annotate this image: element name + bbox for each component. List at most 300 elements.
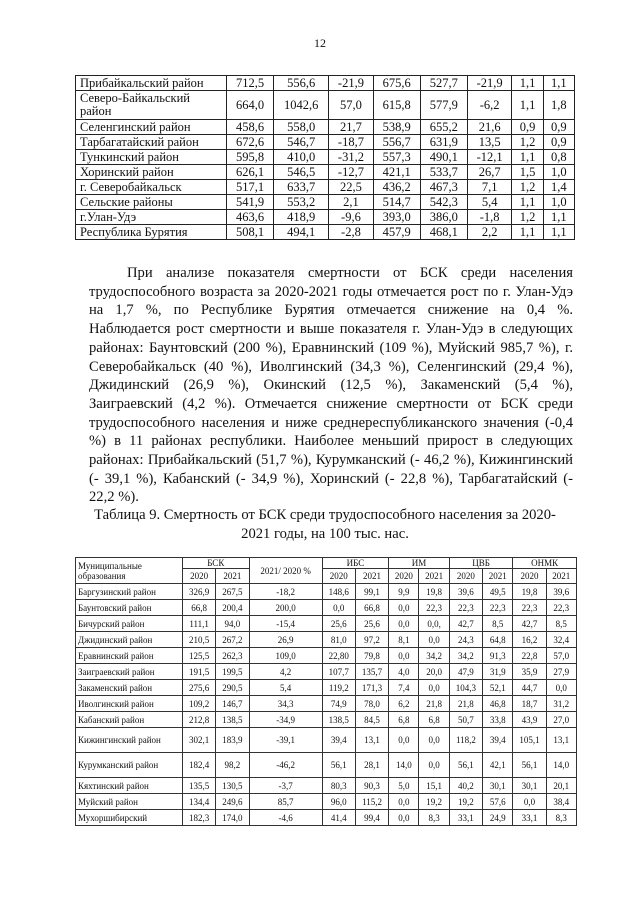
cell-value: 25,6 — [355, 616, 388, 632]
cell-value: 56,1 — [449, 753, 482, 778]
header-year-2021: 2021 — [546, 569, 576, 584]
row-label: Тарбагатайский район — [76, 135, 227, 150]
cell-value: 421,1 — [373, 165, 420, 180]
cell-value: 8,5 — [483, 616, 513, 632]
table-row — [76, 600, 577, 616]
cell-value: -21,9 — [467, 76, 511, 91]
cell-value: 94,0 — [216, 616, 249, 632]
cell-value: 18,7 — [513, 696, 546, 712]
table-row — [76, 165, 575, 180]
cell-value: 2,2 — [467, 225, 511, 240]
cell-value: 21,8 — [419, 696, 449, 712]
row-label: Хоринский район — [76, 165, 227, 180]
cell-value: 463,6 — [227, 210, 274, 225]
cell-value: 1,1 — [543, 225, 574, 240]
cell-value: -12,1 — [467, 150, 511, 165]
cell-value: 386,0 — [420, 210, 467, 225]
cell-value: 0,0 — [419, 632, 449, 648]
cell-value: 0,0 — [419, 753, 449, 778]
cell-value: 20,0 — [419, 664, 449, 680]
cell-value: 49,5 — [483, 584, 513, 600]
cell-value: 615,8 — [373, 91, 420, 120]
cell-value: -12,7 — [329, 165, 373, 180]
cell-value: 74,9 — [322, 696, 355, 712]
cell-value: 56,1 — [322, 753, 355, 778]
cell-value: 556,6 — [274, 76, 329, 91]
cell-value: 19,2 — [419, 794, 449, 810]
cell-value: -18,2 — [249, 584, 322, 600]
cell-value: 508,1 — [227, 225, 274, 240]
row-label: Баунтовский район — [76, 600, 183, 616]
cell-value: 22,3 — [513, 600, 546, 616]
cell-value: 22,5 — [329, 180, 373, 195]
table-row — [76, 696, 577, 712]
cell-value: 326,9 — [183, 584, 216, 600]
cell-value: 14,0 — [546, 753, 576, 778]
cell-value: 21,6 — [467, 120, 511, 135]
cell-value: 107,7 — [322, 664, 355, 680]
cell-value: 109,0 — [249, 648, 322, 664]
header-year-2020: 2020 — [389, 569, 419, 584]
cell-value: 13,5 — [467, 135, 511, 150]
cell-value: 16,2 — [513, 632, 546, 648]
cell-value: 15,1 — [419, 778, 449, 794]
cell-value: 104,3 — [449, 680, 482, 696]
cell-value: 0,0 — [513, 794, 546, 810]
cell-value: 4,0 — [389, 664, 419, 680]
cell-value: 1,0 — [543, 165, 574, 180]
cell-value: 24,9 — [483, 810, 513, 826]
cell-value: 494,1 — [274, 225, 329, 240]
cell-value: 31,2 — [546, 696, 576, 712]
cell-value: 0,0 — [389, 648, 419, 664]
header-year-2020: 2020 — [513, 569, 546, 584]
header-year-2020: 2020 — [183, 569, 216, 584]
cell-value: 115,2 — [355, 794, 388, 810]
header-year-2021: 2021 — [355, 569, 388, 584]
cell-value: 25,6 — [322, 616, 355, 632]
cell-value: 148,6 — [322, 584, 355, 600]
cell-value: 1,1 — [543, 76, 574, 91]
cell-value: 22,8 — [513, 648, 546, 664]
row-label: г.Улан-Удэ — [76, 210, 227, 225]
cell-value: 41,4 — [322, 810, 355, 826]
row-label: Прибайкальский район — [76, 76, 227, 91]
cell-value: 85,7 — [249, 794, 322, 810]
cell-value: 66,8 — [355, 600, 388, 616]
working-age-mortality-table — [75, 557, 577, 826]
cell-value: 9,9 — [389, 584, 419, 600]
table-row — [76, 210, 575, 225]
cell-value: 1,4 — [543, 180, 574, 195]
cell-value: 1,2 — [512, 210, 543, 225]
row-label: Закаменский район — [76, 680, 183, 696]
cell-value: 0,0 — [389, 810, 419, 826]
cell-value: 8,5 — [546, 616, 576, 632]
cell-value: 134,4 — [183, 794, 216, 810]
cell-value: 633,7 — [274, 180, 329, 195]
cell-value: 514,7 — [373, 195, 420, 210]
cell-value: 468,1 — [420, 225, 467, 240]
cell-value: 1,1 — [512, 76, 543, 91]
cell-value: 556,7 — [373, 135, 420, 150]
cell-value: 174,0 — [216, 810, 249, 826]
cell-value: 0,0 — [546, 680, 576, 696]
cell-value: 40,2 — [449, 778, 482, 794]
cell-value: 546,7 — [274, 135, 329, 150]
cell-value: 130,5 — [216, 778, 249, 794]
table-row — [76, 135, 575, 150]
cell-value: 8,1 — [389, 632, 419, 648]
header-im: ИМ — [389, 558, 450, 569]
cell-value: 26,7 — [467, 165, 511, 180]
paragraph-text: При анализе показателя смертности от БСК среди населения трудоспособного возраста за 2020-2021 годы отмечается рост по г. Улан-Удэ на 1,7 %, по Республике Бурятия отмечается снижение на 0,4 %. Наблюдается рост смертности и выше показателя г. Улан-Удэ в следующих районах: Баунтовский (200 %), Еравнинский (109 %), Муйский 985,7 %), г. Северобайкальск (40 %), Иволгинский (34,3 %), Селенгинский (29,4 %), Джидинский (26,9 %), Окинский (12,5 %), Закаменский (5,4 %), Заиграевский (4,2 %). Отмечается снижение смертности от БСК среди трудоспособного населения и ниже среднереспубликанского значения (-0,4 %) в 11 районах республики. Наиболее меньший прирост в следующих районах: Прибайкальский (51,7 %), Курумканский (- 46,2 %), Кижингинский (- 39,1 %), Кабанский (- 34,9 %), Хоринский (- 22,8 %), Тарбагатайский (- 22,2 %). — [89, 265, 573, 506]
header-year-2021: 2021 — [216, 569, 249, 584]
cell-value: 2,1 — [329, 195, 373, 210]
cell-value: 191,5 — [183, 664, 216, 680]
cell-value: 98,2 — [216, 753, 249, 778]
cell-value: 118,2 — [449, 728, 482, 753]
table-row — [76, 753, 577, 778]
cell-value: 21,7 — [329, 120, 373, 135]
cell-value: -18,7 — [329, 135, 373, 150]
cell-value: 1,0 — [543, 195, 574, 210]
cell-value: 135,7 — [355, 664, 388, 680]
table-row — [76, 794, 577, 810]
cell-value: 1,5 — [512, 165, 543, 180]
table-row — [76, 225, 575, 240]
cell-value: -9,6 — [329, 210, 373, 225]
cell-value: 1,1 — [512, 195, 543, 210]
row-label: Северо-Байкальский район — [76, 91, 227, 120]
row-label: Кижингинский район — [76, 728, 183, 753]
cell-value: 557,3 — [373, 150, 420, 165]
cell-value: 0,0 — [389, 616, 419, 632]
table-row — [76, 648, 577, 664]
cell-value: 34,3 — [249, 696, 322, 712]
cell-value: 212,8 — [183, 712, 216, 728]
header-year-2020: 2020 — [322, 569, 355, 584]
cell-value: 467,3 — [420, 180, 467, 195]
cell-value: 56,1 — [513, 753, 546, 778]
cell-value: 5,4 — [467, 195, 511, 210]
cell-value: 655,2 — [420, 120, 467, 135]
cell-value: 43,9 — [513, 712, 546, 728]
row-label: Иволгинский район — [76, 696, 183, 712]
cell-value: 91,3 — [483, 648, 513, 664]
cell-value: 138,5 — [322, 712, 355, 728]
header-year-2020: 2020 — [449, 569, 482, 584]
table-row — [76, 810, 577, 826]
cell-value: 19,8 — [513, 584, 546, 600]
cell-value: 262,3 — [216, 648, 249, 664]
table-row — [76, 712, 577, 728]
cell-value: 0,0 — [389, 600, 419, 616]
cell-value: -15,4 — [249, 616, 322, 632]
cell-value: -6,2 — [467, 91, 511, 120]
row-label: Муйский район — [76, 794, 183, 810]
cell-value: 96,0 — [322, 794, 355, 810]
cell-value: 27,0 — [546, 712, 576, 728]
cell-value: 5,0 — [389, 778, 419, 794]
cell-value: 182,3 — [183, 810, 216, 826]
cell-value: 39,4 — [322, 728, 355, 753]
cell-value: 6,8 — [389, 712, 419, 728]
cell-value: 533,7 — [420, 165, 467, 180]
cell-value: 30,1 — [513, 778, 546, 794]
cell-value: 27,9 — [546, 664, 576, 680]
cell-value: 57,0 — [546, 648, 576, 664]
cell-value: 0,0, — [419, 616, 449, 632]
cell-value: 81,0 — [322, 632, 355, 648]
cell-value: 19,8 — [419, 584, 449, 600]
cell-value: 99,1 — [355, 584, 388, 600]
cell-value: 1,1 — [512, 150, 543, 165]
cell-value: 50,7 — [449, 712, 482, 728]
cell-value: -39,1 — [249, 728, 322, 753]
table-row — [76, 195, 575, 210]
cell-value: -21,9 — [329, 76, 373, 91]
cell-value: 267,2 — [216, 632, 249, 648]
cell-value: 4,2 — [249, 664, 322, 680]
cell-value: -34,9 — [249, 712, 322, 728]
cell-value: 47,9 — [449, 664, 482, 680]
header-bsk: БСК — [183, 558, 250, 569]
cell-value: 558,0 — [274, 120, 329, 135]
cell-value: 22,3 — [449, 600, 482, 616]
cell-value: 290,5 — [216, 680, 249, 696]
cell-value: 267,5 — [216, 584, 249, 600]
row-label: Тункинский район — [76, 150, 227, 165]
cell-value: 0,8 — [543, 150, 574, 165]
cell-value: 200,0 — [249, 600, 322, 616]
header-year-2021: 2021 — [483, 569, 513, 584]
cell-value: 538,9 — [373, 120, 420, 135]
table-row — [76, 120, 575, 135]
cell-value: 664,0 — [227, 91, 274, 120]
row-label: Баргузинский район — [76, 584, 183, 600]
cell-value: 200,4 — [216, 600, 249, 616]
cell-value: 22,3 — [483, 600, 513, 616]
row-label: г. Северобайкальск — [76, 180, 227, 195]
cell-value: 171,3 — [355, 680, 388, 696]
row-label: Заиграевский район — [76, 664, 183, 680]
cell-value: 111,1 — [183, 616, 216, 632]
header-year-2021: 2021 — [419, 569, 449, 584]
analysis-paragraph — [89, 264, 573, 507]
table-caption: Таблица 9. Смертность от БСК среди трудоспособного населения за 2020-2021 годы, на 100 тыс. нас. — [94, 507, 556, 542]
cell-value: 541,9 — [227, 195, 274, 210]
cell-value: 22,3 — [546, 600, 576, 616]
cell-value: 302,1 — [183, 728, 216, 753]
table-row — [76, 664, 577, 680]
cell-value: 33,8 — [483, 712, 513, 728]
cell-value: 57,0 — [329, 91, 373, 120]
cell-value: -4,6 — [249, 810, 322, 826]
cell-value: 436,2 — [373, 180, 420, 195]
header-ratio: 2021/ 2020 % — [249, 558, 322, 584]
cell-value: 84,5 — [355, 712, 388, 728]
cell-value: 26,9 — [249, 632, 322, 648]
cell-value: 0,0 — [419, 728, 449, 753]
cell-value: 105,1 — [513, 728, 546, 753]
table-row — [76, 632, 577, 648]
cell-value: 42,7 — [449, 616, 482, 632]
cell-value: 183,9 — [216, 728, 249, 753]
cell-value: -1,8 — [467, 210, 511, 225]
cell-value: 20,1 — [546, 778, 576, 794]
header-onmk: ОНМК — [513, 558, 577, 569]
table-row — [76, 584, 577, 600]
cell-value: 13,1 — [546, 728, 576, 753]
cell-value: 90,3 — [355, 778, 388, 794]
cell-value: 7,4 — [389, 680, 419, 696]
cell-value: 80,3 — [322, 778, 355, 794]
cell-value: 32,4 — [546, 632, 576, 648]
cell-value: 66,8 — [183, 600, 216, 616]
cell-value: 8,3 — [546, 810, 576, 826]
cell-value: -31,2 — [329, 150, 373, 165]
cell-value: 119,2 — [322, 680, 355, 696]
header-municipalities: Муниципальные образования — [76, 558, 183, 584]
cell-value: 7,1 — [467, 180, 511, 195]
cell-value: 199,5 — [216, 664, 249, 680]
row-label: Бичурский район — [76, 616, 183, 632]
cell-value: 35,9 — [513, 664, 546, 680]
cell-value: 1,8 — [543, 91, 574, 120]
cell-value: 109,2 — [183, 696, 216, 712]
cell-value: 393,0 — [373, 210, 420, 225]
cell-value: 577,9 — [420, 91, 467, 120]
cell-value: -46,2 — [249, 753, 322, 778]
row-label: Мухоршибирский — [76, 810, 183, 826]
cell-value: 6,8 — [419, 712, 449, 728]
cell-value: 0,0 — [389, 728, 419, 753]
cell-value: 22,80 — [322, 648, 355, 664]
cell-value: 42,1 — [483, 753, 513, 778]
cell-value: 542,3 — [420, 195, 467, 210]
cell-value: 5,4 — [249, 680, 322, 696]
row-label: Кабанский район — [76, 712, 183, 728]
row-label: Курумканский район — [76, 753, 183, 778]
header-ibs: ИБС — [322, 558, 389, 569]
row-label: Селенгинский район — [76, 120, 227, 135]
cell-value: 39,6 — [449, 584, 482, 600]
cell-value: 6,2 — [389, 696, 419, 712]
cell-value: 527,7 — [420, 76, 467, 91]
row-label: Кяхтинский район — [76, 778, 183, 794]
cell-value: 24,3 — [449, 632, 482, 648]
cell-value: 672,6 — [227, 135, 274, 150]
cell-value: 21,8 — [449, 696, 482, 712]
table-row — [76, 616, 577, 632]
cell-value: 1,2 — [512, 180, 543, 195]
cell-value: 34,2 — [449, 648, 482, 664]
cell-value: 46,8 — [483, 696, 513, 712]
mortality-summary-table — [75, 75, 575, 240]
header-cvb: ЦВБ — [449, 558, 513, 569]
cell-value: 0,9 — [543, 120, 574, 135]
cell-value: 57,6 — [483, 794, 513, 810]
cell-value: 0,9 — [543, 135, 574, 150]
row-label: Еравнинский район — [76, 648, 183, 664]
cell-value: 42,7 — [513, 616, 546, 632]
cell-value: 553,2 — [274, 195, 329, 210]
cell-value: 79,8 — [355, 648, 388, 664]
cell-value: 1,1 — [543, 210, 574, 225]
cell-value: 418,9 — [274, 210, 329, 225]
cell-value: 1,1 — [512, 225, 543, 240]
cell-value: 14,0 — [389, 753, 419, 778]
cell-value: 138,5 — [216, 712, 249, 728]
cell-value: 517,1 — [227, 180, 274, 195]
cell-value: 28,1 — [355, 753, 388, 778]
cell-value: 182,4 — [183, 753, 216, 778]
cell-value: 1,1 — [512, 91, 543, 120]
row-label: Сельские районы — [76, 195, 227, 210]
cell-value: 210,5 — [183, 632, 216, 648]
cell-value: 275,6 — [183, 680, 216, 696]
cell-value: 0,0 — [419, 680, 449, 696]
cell-value: 38,4 — [546, 794, 576, 810]
cell-value: 410,0 — [274, 150, 329, 165]
cell-value: -3,7 — [249, 778, 322, 794]
cell-value: 1,2 — [512, 135, 543, 150]
row-label: Джидинский район — [76, 632, 183, 648]
table-row — [76, 180, 575, 195]
cell-value: 631,9 — [420, 135, 467, 150]
cell-value: 52,1 — [483, 680, 513, 696]
table-row — [76, 91, 575, 120]
cell-value: 31,9 — [483, 664, 513, 680]
table-row — [76, 76, 575, 91]
cell-value: 146,7 — [216, 696, 249, 712]
cell-value: 39,4 — [483, 728, 513, 753]
cell-value: 0,0 — [389, 794, 419, 810]
cell-value: 675,6 — [373, 76, 420, 91]
cell-value: 44,7 — [513, 680, 546, 696]
cell-value: 33,1 — [449, 810, 482, 826]
table-row — [76, 680, 577, 696]
cell-value: 39,6 — [546, 584, 576, 600]
cell-value: 34,2 — [419, 648, 449, 664]
cell-value: 125,5 — [183, 648, 216, 664]
cell-value: 19,2 — [449, 794, 482, 810]
cell-value: 64,8 — [483, 632, 513, 648]
cell-value: 135,5 — [183, 778, 216, 794]
cell-value: -2,8 — [329, 225, 373, 240]
table-row — [76, 150, 575, 165]
cell-value: 626,1 — [227, 165, 274, 180]
table-row — [76, 778, 577, 794]
page-number: 12 — [314, 36, 326, 50]
cell-value: 33,1 — [513, 810, 546, 826]
cell-value: 22,3 — [419, 600, 449, 616]
cell-value: 546,5 — [274, 165, 329, 180]
cell-value: 8,3 — [419, 810, 449, 826]
cell-value: 595,8 — [227, 150, 274, 165]
cell-value: 1042,6 — [274, 91, 329, 120]
row-label: Республика Бурятия — [76, 225, 227, 240]
cell-value: 0,9 — [512, 120, 543, 135]
cell-value: 457,9 — [373, 225, 420, 240]
cell-value: 30,1 — [483, 778, 513, 794]
cell-value: 99,4 — [355, 810, 388, 826]
cell-value: 458,6 — [227, 120, 274, 135]
cell-value: 249,6 — [216, 794, 249, 810]
cell-value: 490,1 — [420, 150, 467, 165]
table-row — [76, 728, 577, 753]
